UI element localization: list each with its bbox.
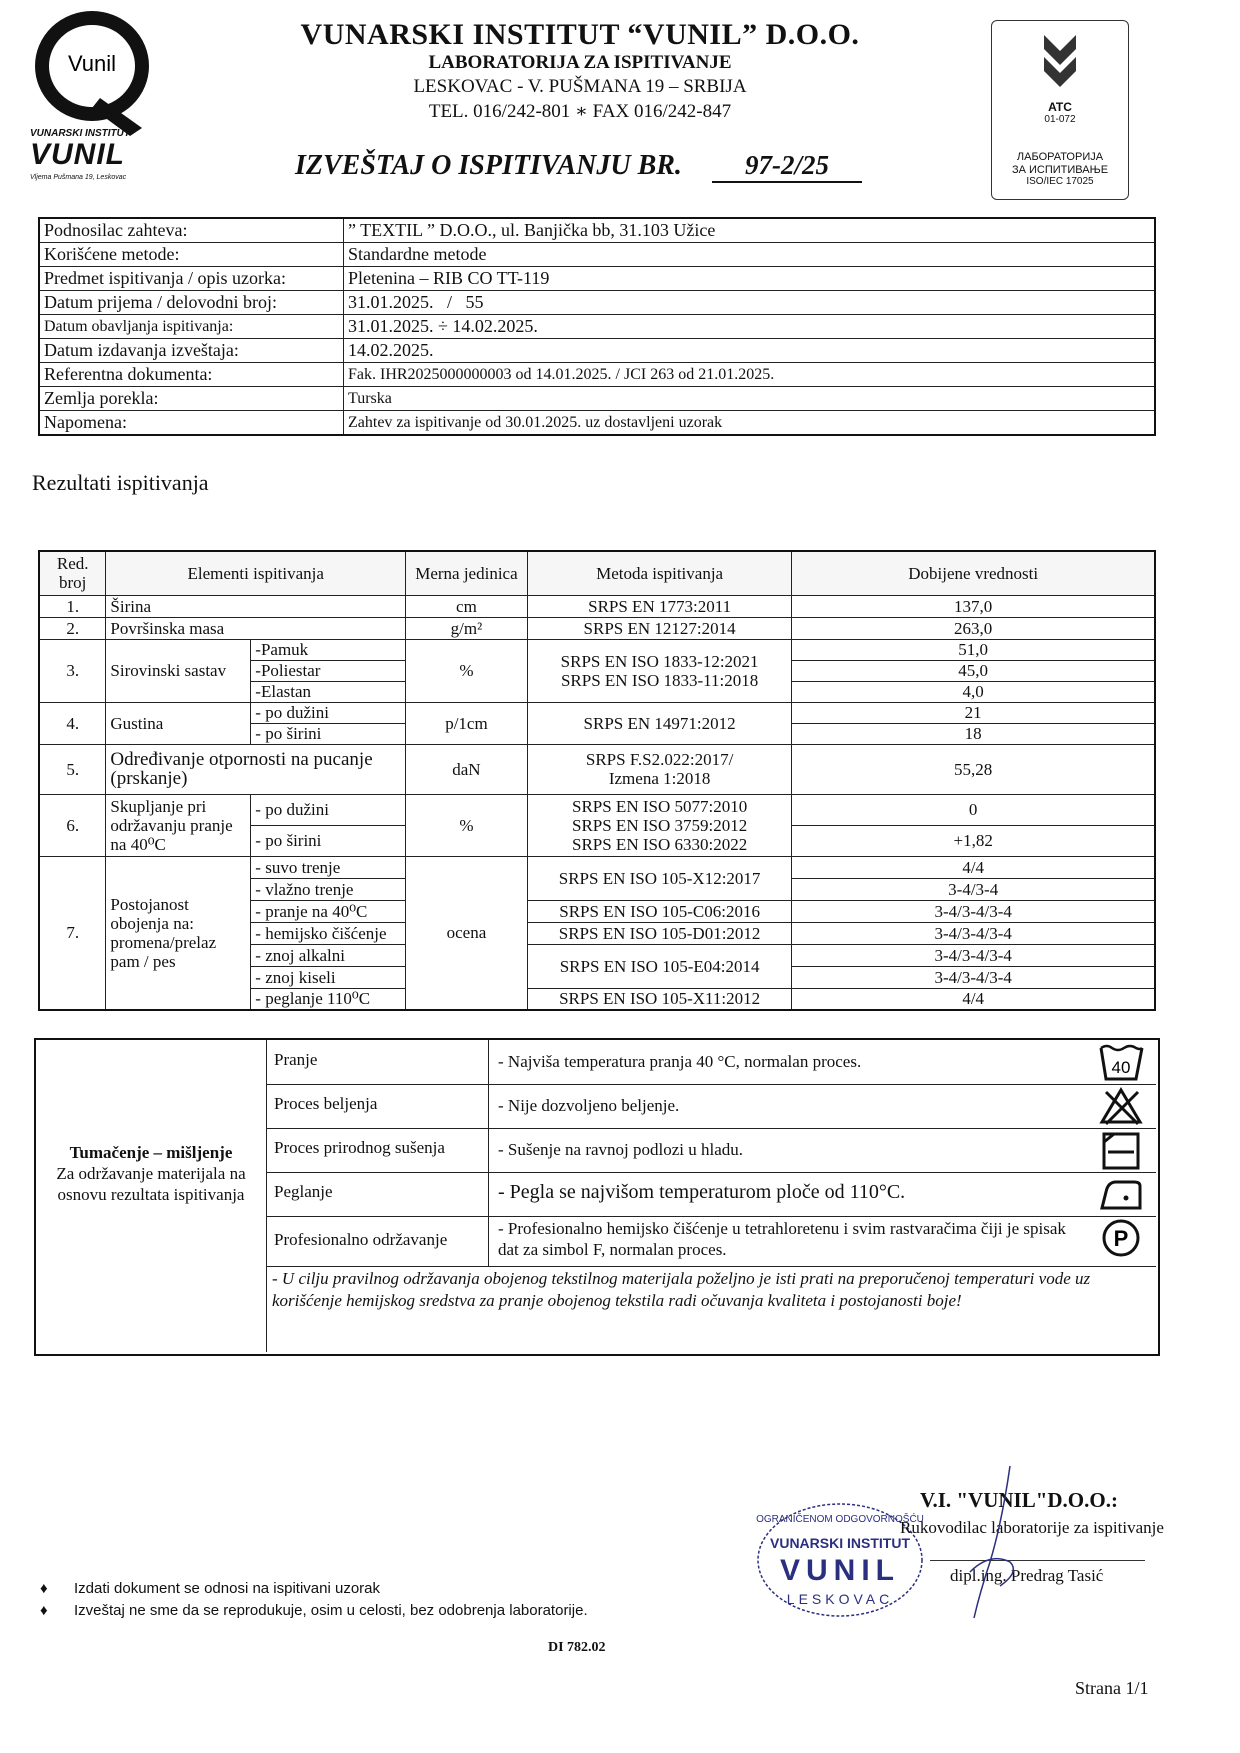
sub-element: -Pamuk	[251, 639, 406, 660]
p-letter: P	[1113, 1226, 1129, 1251]
element-name: Određivanje otpornosti na pucanje (prskanje)	[106, 744, 406, 794]
results-table	[38, 550, 1156, 1011]
wash-40-icon	[1098, 1042, 1144, 1082]
info-value: ” TEXTIL ” D.O.O., ul. Banjička bb, 31.103 Užice	[344, 218, 1156, 243]
element-name: Površinska masa	[106, 617, 406, 639]
value: 45,0	[792, 660, 1155, 681]
value: 3-4/3-4	[792, 878, 1155, 900]
sub-element: -Poliestar	[251, 660, 406, 681]
table-row	[39, 744, 1155, 794]
value: 21	[792, 702, 1155, 723]
no-bleach-icon	[1098, 1086, 1144, 1126]
care-row-washing	[266, 1040, 1156, 1085]
atc-code: 01-072	[1044, 114, 1076, 125]
method: SRPS EN ISO 105-D01:2012	[527, 922, 792, 944]
col-no-header: Red. broj	[39, 551, 106, 595]
info-row	[39, 339, 1155, 363]
info-value: 31.01.2025. / 55	[344, 291, 1156, 315]
method-line: SRPS EN ISO 6330:2022	[571, 834, 748, 854]
method: SRPS EN 1773:2011	[527, 595, 792, 617]
atc-mark-icon	[1038, 31, 1082, 91]
institute-name: VUNARSKI INSTITUT “VUNIL” D.O.O.	[300, 18, 860, 51]
stamp-top-text: OGRANIČENOM ODGOVORNOŠĆU	[756, 1514, 924, 1525]
care-label: Proces beljenja	[274, 1094, 378, 1113]
info-key: Korišćene metode:	[39, 243, 344, 267]
info-key: Podnosilac zahteva:	[39, 218, 344, 243]
signature-name: dipl.ing. Predrag Tasić	[950, 1566, 1104, 1585]
method-line: SRPS F.S2.022:2017/	[585, 750, 734, 769]
lab-name: LABORATORIJA ZA ISPITIVANJE	[428, 52, 732, 73]
stamp-bottom-text: LESKOVAC	[786, 1591, 894, 1607]
method: SRPS EN ISO 105-X12:2017	[527, 856, 792, 900]
table-row	[39, 595, 1155, 617]
method-line: SRPS EN ISO 1833-11:2018	[560, 670, 759, 690]
method	[527, 794, 792, 856]
table-row	[39, 856, 1155, 878]
value: 0	[792, 794, 1155, 825]
logo-word: Vunil	[67, 51, 117, 76]
logo-caption-big: VUNIL	[30, 138, 125, 171]
col-element-header: Elementi ispitivanja	[106, 551, 406, 595]
row-number: 7.	[39, 856, 106, 1010]
care-text: - Profesionalno hemijsko čišćenje u tetrahloretenu i svim rastvaračima čiji je spisak dat za simbol F, normalan proces.	[498, 1219, 1066, 1259]
care-row-bleaching	[266, 1084, 1156, 1129]
sub-element: - po širini	[251, 723, 406, 744]
sub-element: - hemijsko čišćenje	[251, 922, 406, 944]
table-row	[39, 794, 1155, 825]
info-key: Zemlja porekla:	[39, 387, 344, 411]
method-line: SRPS EN ISO 5077:2010	[571, 796, 748, 816]
care-text: - Nije dozvoljeno beljenje.	[498, 1096, 680, 1115]
info-value: 31.01.2025. ÷ 14.02.2025.	[344, 315, 1156, 339]
col-unit-header: Merna jedinica	[406, 551, 528, 595]
info-key: Referentna dokumenta:	[39, 363, 344, 387]
table-row	[39, 702, 1155, 723]
care-label: Pranje	[274, 1050, 318, 1069]
value: 3-4/3-4/3-4	[792, 922, 1155, 944]
unit: g/m²	[406, 617, 528, 639]
sub-element: - znoj kiseli	[251, 966, 406, 988]
sub-element: - po širini	[251, 825, 406, 856]
col-value-header: Dobijene vrednosti	[792, 551, 1155, 595]
care-label: Peglanje	[274, 1182, 333, 1201]
value: 3-4/3-4/3-4	[792, 944, 1155, 966]
row-number: 1.	[39, 595, 106, 617]
interpretation-title: Tumačenje – mišljenje	[69, 1143, 233, 1162]
info-row	[39, 363, 1155, 387]
care-row-professional	[266, 1216, 1156, 1266]
care-text: - Pegla se najvišom temperaturom ploče od 110°C.	[498, 1181, 906, 1203]
care-row-ironing	[266, 1172, 1156, 1217]
logo-caption-top: VUNARSKI INSTITUT	[30, 128, 130, 139]
report-number: 97-2/25	[712, 150, 862, 183]
lab-address: LESKOVAC - V. PUŠMANA 19 – SRBIJA	[413, 76, 747, 97]
atc-label: ATC	[1048, 100, 1072, 114]
lab-phone: TEL. 016/242-801 ∗ FAX 016/242-847	[428, 101, 732, 122]
header	[280, 18, 880, 123]
sub-element: - znoj alkalni	[251, 944, 406, 966]
method-line: SRPS EN ISO 1833-12:2021	[560, 651, 759, 671]
info-value: Standardne metode	[344, 243, 1156, 267]
row-number: 3.	[39, 639, 106, 702]
method: SRPS EN 12127:2014	[527, 617, 792, 639]
unit: p/1cm	[406, 702, 528, 744]
method: SRPS EN ISO 105-E04:2014	[527, 944, 792, 988]
care-label: Proces prirodnog sušenja	[274, 1138, 445, 1157]
value: 4/4	[792, 988, 1155, 1010]
unit: %	[406, 639, 528, 702]
care-row-drying	[266, 1128, 1156, 1173]
method: SRPS EN ISO 105-X11:2012	[527, 988, 792, 1010]
professional-cleaning-p-icon	[1098, 1218, 1144, 1258]
value: 55,28	[792, 744, 1155, 794]
info-key: Datum izdavanja izveštaja:	[39, 339, 344, 363]
atc-line-1: ЛАБОРАТОРИЈА	[1016, 151, 1104, 163]
stamp-mid-text: VUNARSKI INSTITUT	[770, 1535, 910, 1551]
col-method-header: Metoda ispitivanja	[527, 551, 792, 595]
row-number: 4.	[39, 702, 106, 744]
method-line: Izmena 1:2018	[608, 769, 711, 788]
info-key: Predmet ispitivanja / opis uzorka:	[39, 267, 344, 291]
row-number: 2.	[39, 617, 106, 639]
interpretation-box	[34, 1038, 1160, 1356]
info-row	[39, 411, 1155, 436]
info-row	[39, 218, 1155, 243]
sub-element: -Elastan	[251, 681, 406, 702]
document-code: DI 782.02	[548, 1640, 606, 1655]
value: 4/4	[792, 856, 1155, 878]
value: 4,0	[792, 681, 1155, 702]
method: SRPS EN ISO 105-C06:2016	[527, 900, 792, 922]
interpretation-label-cell	[36, 1040, 267, 1352]
row-number: 6.	[39, 794, 106, 856]
care-text: - Najviša temperatura pranja 40 °C, normalan proces.	[498, 1052, 862, 1071]
unit: cm	[406, 595, 528, 617]
unit: ocena	[406, 856, 528, 1010]
method	[527, 639, 792, 702]
info-value: Fak. IHR2025000000003 od 14.01.2025. / JCI 263 od 21.01.2025.	[344, 363, 1156, 387]
care-note: - U cilju pravilnog održavanja obojenog tekstilnog materijala poželjno je isti prati na preporučenoj temperaturi vode uz korišćenje hemijskog sredstva za pranje obojenog tekstila radi očuvanja kvaliteta i postojanosti boje!	[272, 1269, 1091, 1310]
vunil-logo	[30, 8, 170, 183]
atc-line-3: ISO/IEC 17025	[1026, 176, 1094, 187]
care-label: Profesionalno održavanje	[274, 1230, 448, 1249]
unit: daN	[406, 744, 528, 794]
info-value: Zahtev za ispitivanje od 30.01.2025. uz dostavljeni uzorak	[344, 411, 1156, 436]
wash-temp-label: 40	[1111, 1058, 1131, 1077]
iron-low-icon	[1098, 1174, 1144, 1214]
element-name: Sirovinski sastav	[106, 639, 251, 702]
info-row	[39, 315, 1155, 339]
care-text: - Sušenje na ravnoj podlozi u hladu.	[498, 1140, 744, 1159]
info-row	[39, 243, 1155, 267]
signature-company: V.I. "VUNIL"D.O.O.:	[920, 1488, 1118, 1512]
sub-element: - pranje na 40⁰C	[251, 900, 406, 922]
stamp-big-text: VUNIL	[780, 1554, 900, 1587]
info-key: Datum prijema / delovodni broj:	[39, 291, 344, 315]
info-key: Napomena:	[39, 411, 344, 436]
info-row	[39, 387, 1155, 411]
footnote-1: ♦ Izdati dokument se odnosi na ispitivani uzorak	[40, 1580, 381, 1597]
value: 3-4/3-4/3-4	[792, 966, 1155, 988]
element-name: Postojanost obojenja na: promena/prelaz pam / pes	[106, 856, 251, 1010]
row-number: 5.	[39, 744, 106, 794]
atc-line-2: ЗА ИСПИТИВАЊЕ	[1011, 164, 1109, 176]
element-name: Gustina	[106, 702, 251, 744]
info-value: Pletenina – RIB CO TT-119	[344, 267, 1156, 291]
logo-caption-address: Vljema Pušmana 19, Leskovac	[30, 174, 127, 181]
sub-element: - po dužini	[251, 794, 406, 825]
table-row	[39, 639, 1155, 660]
value: 137,0	[792, 595, 1155, 617]
table-row	[39, 617, 1155, 639]
results-header-row	[39, 551, 1155, 595]
dry-flat-shade-icon	[1098, 1130, 1144, 1170]
method-line: SRPS EN ISO 3759:2012	[571, 815, 748, 835]
value: 263,0	[792, 617, 1155, 639]
handwritten-signature	[950, 1462, 1030, 1622]
info-row	[39, 291, 1155, 315]
footnote-2: ♦ Izveštaj ne sme da se reprodukuje, osim u celosti, bez odobrenja laboratorije.	[40, 1602, 588, 1619]
results-heading: Rezultati ispitivanja	[32, 470, 209, 495]
element-name: Skupljanje pri održavanju pranje na 40⁰C	[106, 794, 251, 856]
info-key: Datum obavljanja ispitivanja:	[39, 315, 344, 339]
element-name: Širina	[106, 595, 406, 617]
request-info-table	[38, 217, 1156, 436]
sub-element: - peglanje 110⁰C	[251, 988, 406, 1010]
value: +1,82	[792, 825, 1155, 856]
report-title: IZVEŠTAJ O ISPITIVANJU BR.	[295, 150, 682, 181]
value: 18	[792, 723, 1155, 744]
sub-element: - suvo trenje	[251, 856, 406, 878]
interpretation-subtitle: Za održavanje materijala na osnovu rezultata ispitivanja	[56, 1164, 246, 1204]
unit: %	[406, 794, 528, 856]
method	[527, 744, 792, 794]
accreditation-box	[991, 20, 1129, 200]
page-number: Strana 1/1	[1075, 1678, 1149, 1698]
info-row	[39, 267, 1155, 291]
value: 51,0	[792, 639, 1155, 660]
signature-role: Rukovodilac laboratorije za ispitivanje	[900, 1518, 1164, 1537]
sub-element: - po dužini	[251, 702, 406, 723]
value: 3-4/3-4/3-4	[792, 900, 1155, 922]
sub-element: - vlažno trenje	[251, 878, 406, 900]
method: SRPS EN 14971:2012	[527, 702, 792, 744]
info-value: 14.02.2025.	[344, 339, 1156, 363]
footnotes	[40, 1578, 588, 1622]
info-value: Turska	[344, 387, 1156, 411]
